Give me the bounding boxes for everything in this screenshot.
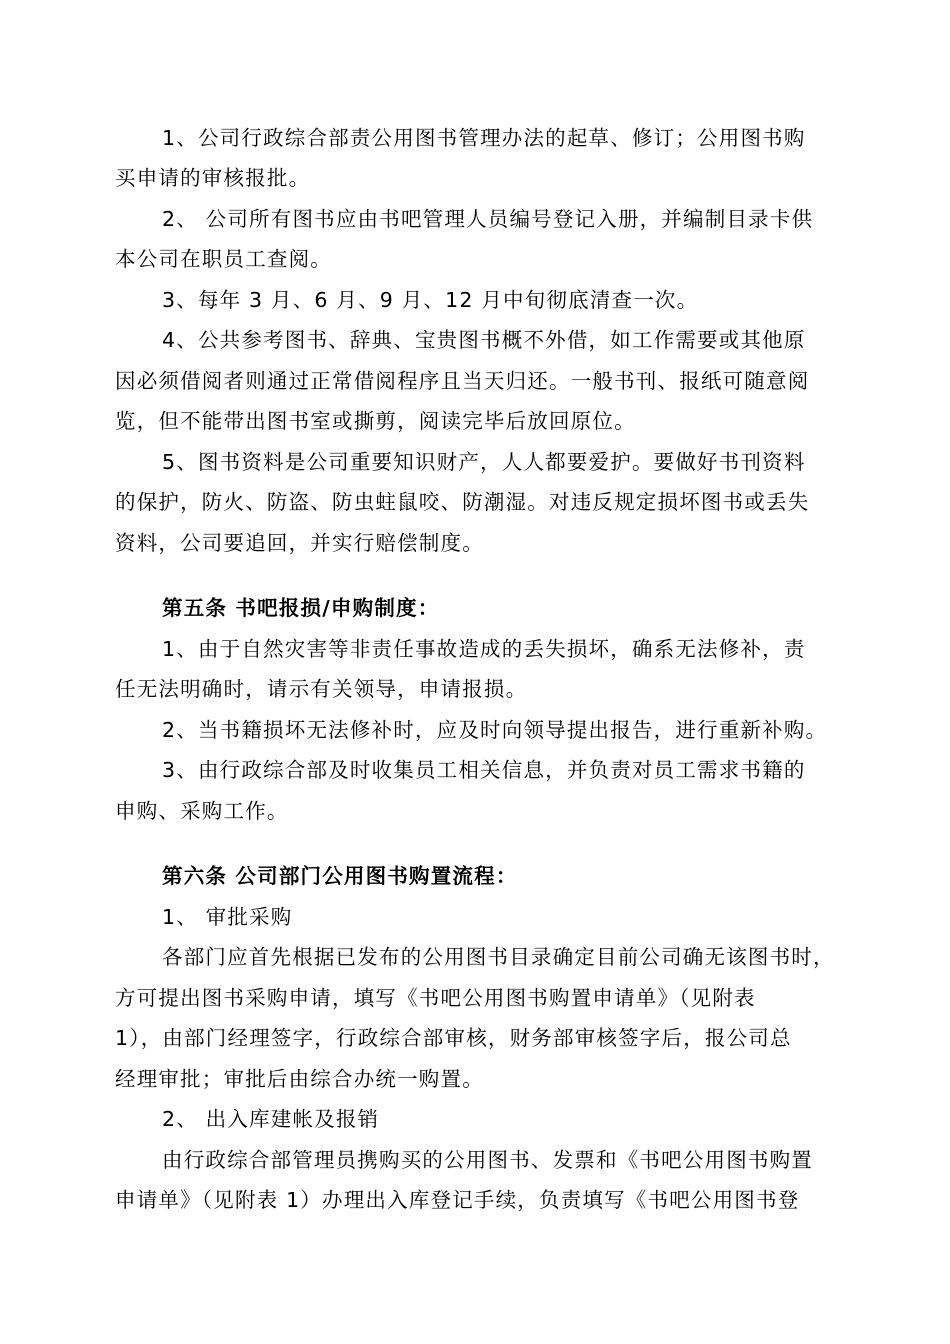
text-line: 资料，公司要追回，并实行赔偿制度。 <box>115 531 484 555</box>
text-line: 4、公共参考图书、辞典、宝贵图书概不外借，如工作需要或其他原 <box>162 328 806 352</box>
text-line: 经理审批；审批后由综合办统一购置。 <box>115 1067 484 1091</box>
text-line: 5、图书资料是公司重要知识财产，人人都要爱护。要做好书刊资料 <box>162 450 806 474</box>
text-line: 的保护，防火、防盗、防虫蛀鼠咬、防潮湿。对违反规定损坏图书或丢失 <box>115 490 810 514</box>
section-heading: 第五条 书吧报损/申购制度： <box>162 596 440 620</box>
text-line: 2、 出入库建帐及报销 <box>162 1107 380 1131</box>
text-line: 申购、采购工作。 <box>115 799 289 823</box>
text-line: 1、由于自然灾害等非责任事故造成的丢失损坏，确系无法修补，责 <box>162 637 806 661</box>
section-heading: 第六条 公司部门公用图书购置流程： <box>162 864 518 888</box>
text-line: 各部门应首先根据已发布的公用图书目录确定目前公司确无该图书时， <box>162 945 835 969</box>
text-line: 任无法明确时，请示有关领导，申请报损。 <box>115 677 528 701</box>
text-line: 因必须借阅者则通过正常借阅程序且当天归还。一般书刊、报纸可随意阅 <box>115 369 810 393</box>
text-line: 由行政综合部管理员携购买的公用图书、发票和《书吧公用图书购置 <box>162 1148 813 1172</box>
text-line: 1、公司行政综合部责公用图书管理办法的起草、修订；公用图书购 <box>162 126 806 150</box>
text-line: 2、 公司所有图书应由书吧管理人员编号登记入册，并编制目录卡供 <box>162 207 814 231</box>
text-line: 览，但不能带出图书室或撕剪，阅读完毕后放回原位。 <box>115 409 636 433</box>
text-line: 1），由部门经理签字，行政综合部审核，财务部审核签字后，报公司总 <box>115 1026 792 1050</box>
text-line: 3、每年 3 月、6 月、9 月、12 月中旬彻底清查一次。 <box>162 288 699 312</box>
text-line: 方可提出图书采购申请，填写《书吧公用图书购置申请单》（见附表 <box>115 986 756 1010</box>
text-line: 3、由行政综合部及时收集员工相关信息，并负责对员工需求书籍的 <box>162 758 806 782</box>
text-line: 2、当书籍损坏无法修补时，应及时向领导提出报告，进行重新补购。 <box>162 718 828 742</box>
text-line: 1、 审批采购 <box>162 905 293 929</box>
text-line: 买申请的审核报批。 <box>115 166 311 190</box>
text-line: 申请单》（见附表 1）办理出入库登记手续，负责填写《书吧公用图书登 <box>115 1188 800 1212</box>
text-line: 本公司在职员工查阅。 <box>115 247 332 271</box>
